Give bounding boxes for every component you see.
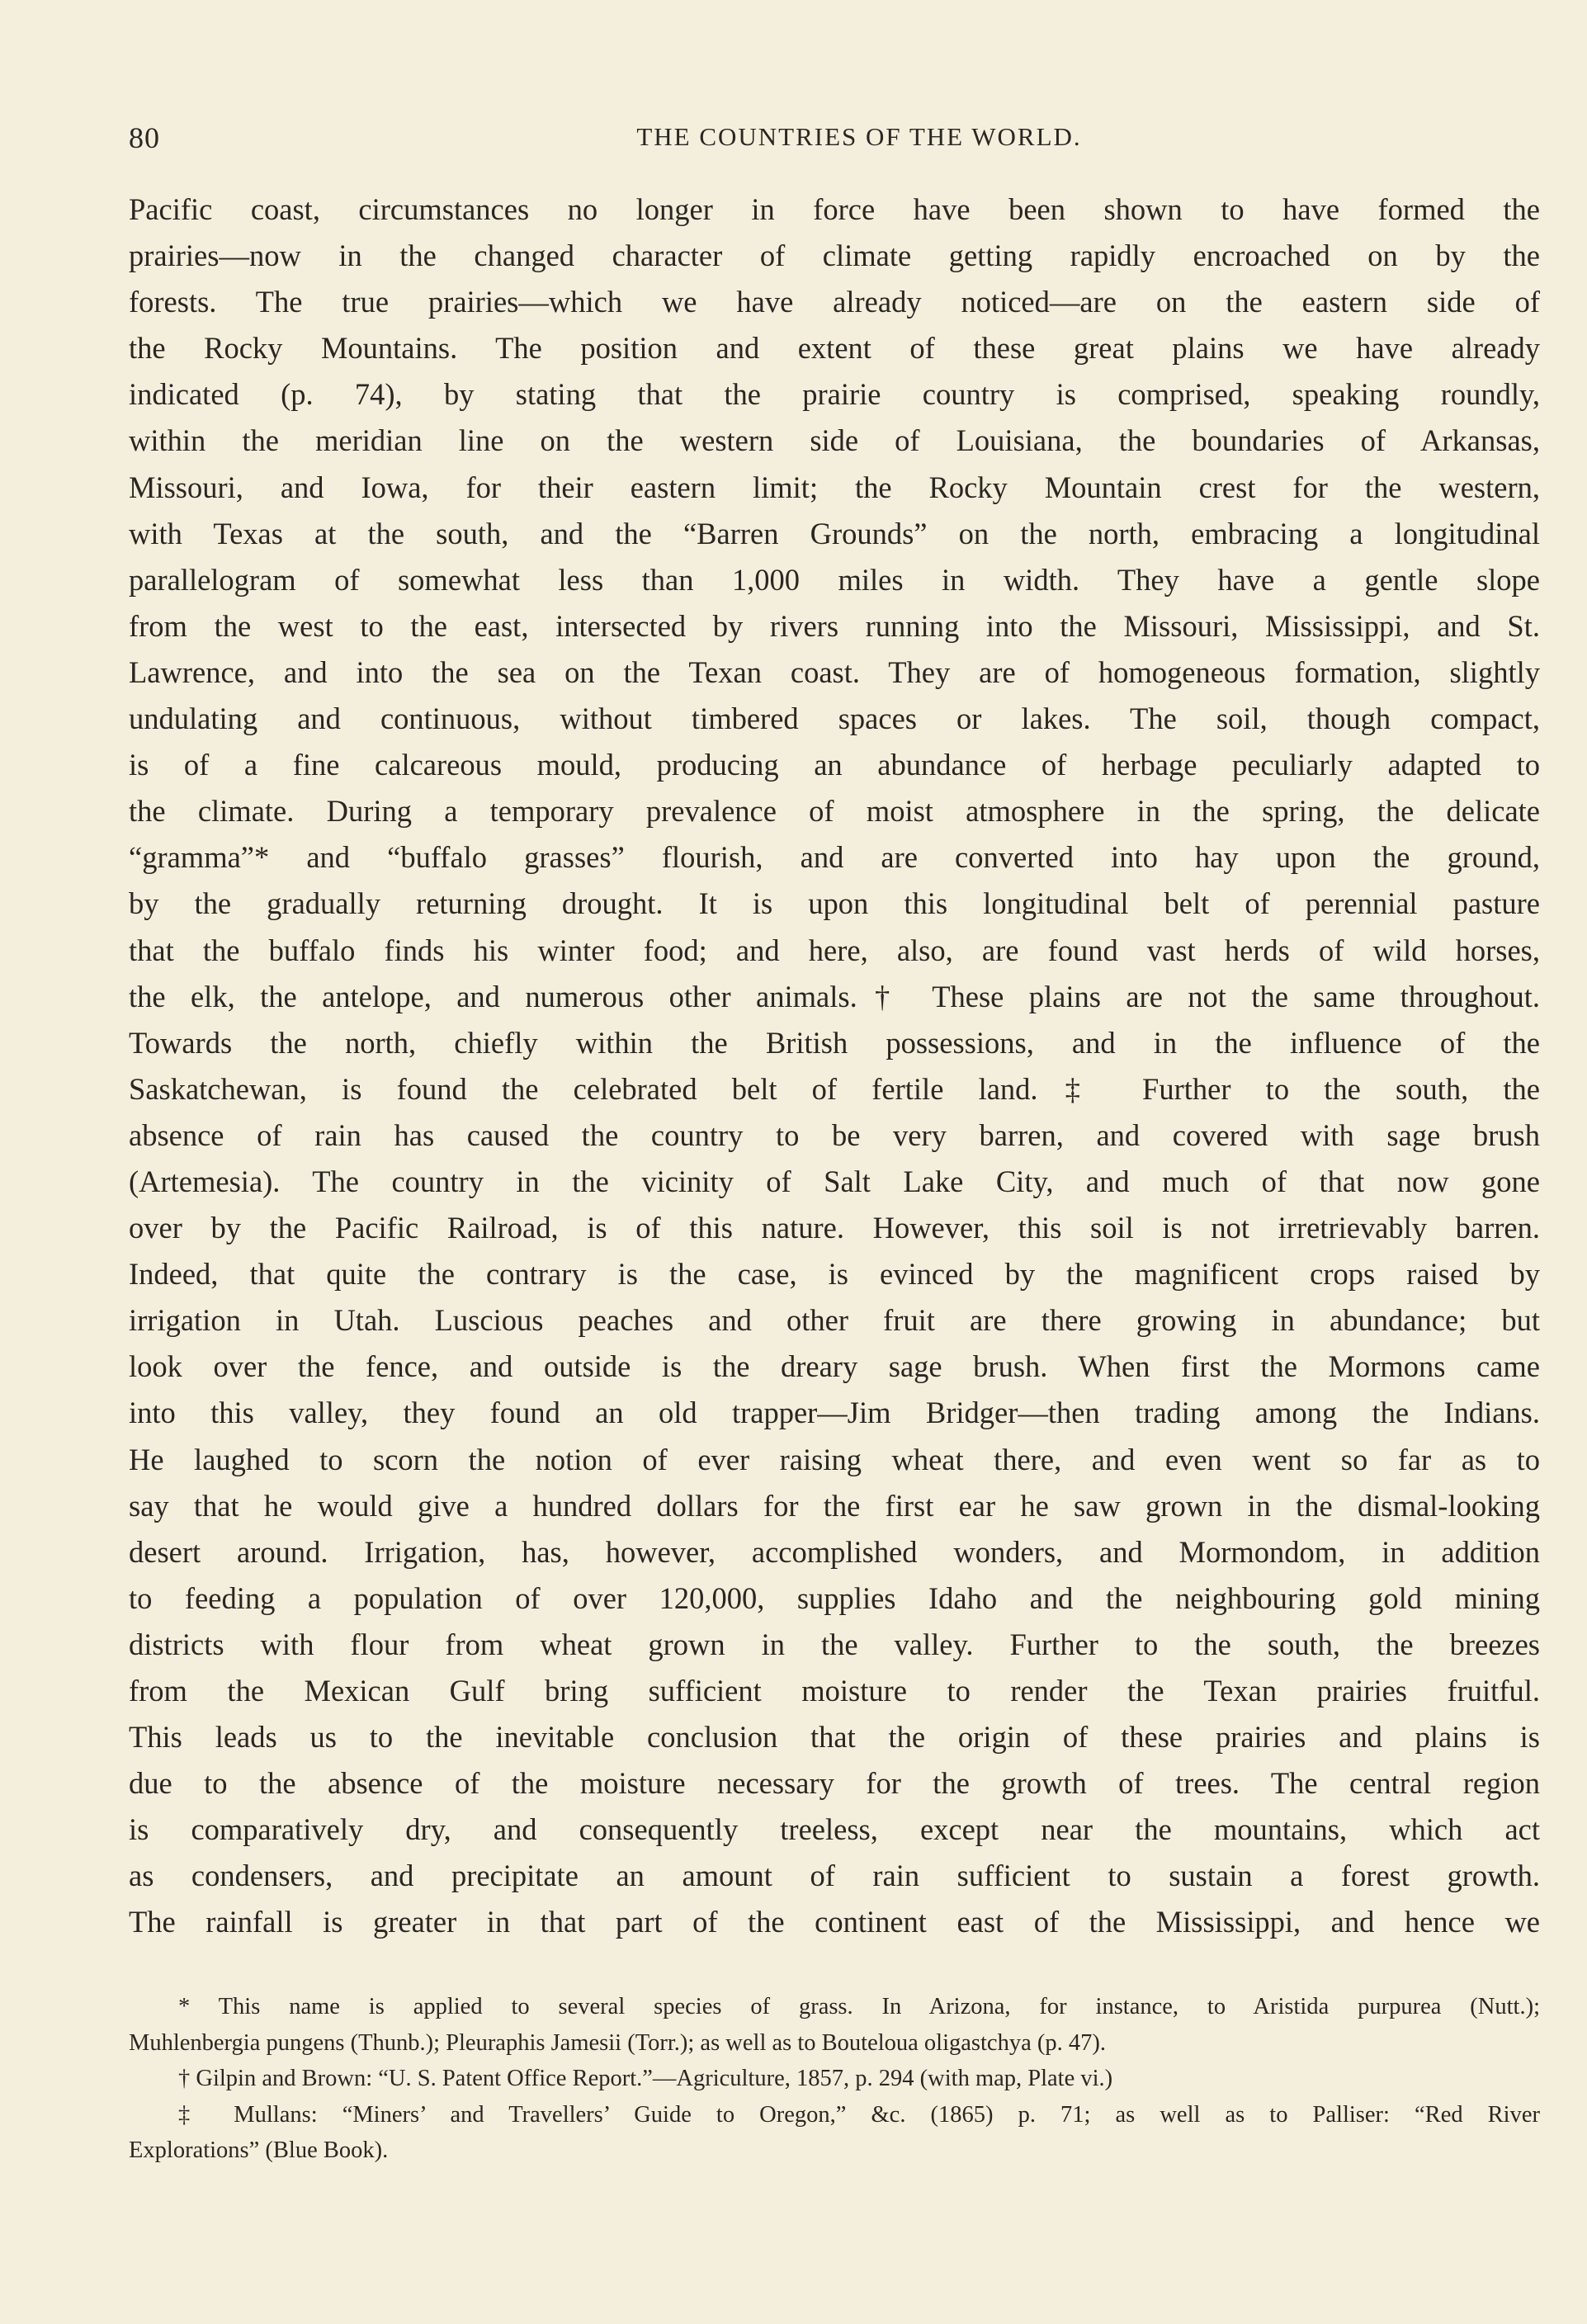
body-line: from the west to the east, intersected by rivers running into the Missouri, Mississippi, and St. — [129, 608, 1540, 643]
body-line: Lawrence, and into the sea on the Texan coast. They are of homogeneous formation, slightly — [129, 654, 1540, 689]
footnote-line: Muhlenbergia pungens (Thunb.); Pleuraphis Jamesii (Torr.); as well as to Bouteloua oligastchya (p. 47). — [129, 2029, 1106, 2056]
body-line: by the gradually returning drought. It is upon this longitudinal belt of perennial pasture — [129, 886, 1540, 921]
page-number: 80 — [129, 121, 160, 154]
body-line: within the meridian line on the western side of Louisiana, the boundaries of Arkansas, — [129, 423, 1540, 458]
body-line: districts with flour from wheat grown in the valley. Further to the south, the breezes — [129, 1627, 1540, 1661]
page-header — [129, 120, 1540, 162]
footnote-line: * This name is applied to several species of grass. In Arizona, for instance, to Aristida purpurea (Nutt.); — [178, 1994, 1540, 2019]
body-line: Indeed, that quite the contrary is the case, is evinced by the magnificent crops raised by — [129, 1257, 1540, 1292]
body-line: forests. The true prairies—which we have already noticed—are on the eastern side of — [129, 285, 1540, 319]
body-line: with Texas at the south, and the “Barren Grounds” on the north, embracing a longitudinal — [129, 516, 1540, 550]
body-line: from the Mexican Gulf bring sufficient moisture to render the Texan prairies fruitful. — [129, 1674, 1540, 1708]
body-line: He laughed to scorn the notion of ever raising wheat there, and even went so far as to — [129, 1442, 1540, 1476]
body-line: say that he would give a hundred dollars for the first ear he saw grown in the dismal-looking — [129, 1488, 1540, 1523]
body-line: This leads us to the inevitable conclusion that the origin of these prairies and plains is — [129, 1720, 1540, 1755]
body-text — [129, 187, 1540, 1946]
body-line: absence of rain has caused the country to be very barren, and covered with sage brush — [129, 1117, 1540, 1152]
body-line: the elk, the antelope, and numerous other animals.† These plains are not the same throughout. — [129, 979, 1540, 1013]
footnote-line: ‡ Mullans: “Miners’ and Travellers’ Guide to Oregon,” &c. (1865) p. 71; as well as to Palliser: “Red River — [178, 2101, 1540, 2128]
body-line: undulating and continuous, without timbered spaces or lakes. The soil, though compact, — [129, 701, 1540, 736]
footnotes — [129, 1989, 1540, 2169]
body-line: Towards the north, chiefly within the British possessions, and in the influence of the — [129, 1025, 1540, 1060]
body-line: (Artemesia). The country in the vicinity of Salt Lake City, and much of that now gone — [129, 1164, 1540, 1198]
body-line: irrigation in Utah. Luscious peaches and other fruit are there growing in abundance; but — [129, 1303, 1540, 1338]
footnote-line: Explorations” (Blue Book). — [129, 2137, 389, 2163]
body-line: “gramma”* and “buffalo grasses” flourish, and are converted into hay upon the ground, — [129, 840, 1540, 875]
body-line: Missouri, and Iowa, for their eastern limit; the Rocky Mountain crest for the western, — [129, 470, 1540, 504]
body-line: is comparatively dry, and consequently treeless, except near the mountains, which act — [129, 1812, 1540, 1847]
body-line: to feeding a population of over 120,000, supplies Idaho and the neighbouring gold mining — [129, 1580, 1540, 1615]
body-line: due to the absence of the moisture necessary for the growth of trees. The central region — [129, 1766, 1540, 1801]
body-line: prairies—now in the changed character of climate getting rapidly encroached on by the — [129, 239, 1540, 273]
running-title: THE COUNTRIES OF THE WORLD. — [636, 122, 1082, 151]
body-line: desert around. Irrigation, has, however, accomplished wonders, and Mormondom, in addition — [129, 1534, 1540, 1569]
body-line: over by the Pacific Railroad, is of this nature. However, this soil is not irretrievably barren. — [129, 1211, 1540, 1245]
body-line: that the buffalo finds his winter food; and here, also, are found vast herds of wild horses, — [129, 933, 1540, 967]
body-line: Saskatchewan, is found the celebrated belt of fertile land.‡ Further to the south, the — [129, 1071, 1540, 1106]
body-line: into this valley, they found an old trapper—Jim Bridger—then trading among the Indians. — [129, 1396, 1540, 1430]
body-line: The rainfall is greater in that part of the continent east of the Mississippi, and hence we — [129, 1905, 1540, 1939]
body-line: the Rocky Mountains. The position and extent of these great plains we have already — [129, 331, 1540, 366]
body-line: the climate. During a temporary prevalence of moist atmosphere in the spring, the delicate — [129, 794, 1540, 829]
body-line: is of a fine calcareous mould, producing an abundance of herbage peculiarly adapted to — [129, 748, 1540, 782]
body-line: as condensers, and precipitate an amount of rain sufficient to sustain a forest growth. — [129, 1859, 1540, 1893]
body-line: look over the fence, and outside is the dreary sage brush. When first the Mormons came — [129, 1349, 1540, 1384]
footnote-line: † Gilpin and Brown: “U. S. Patent Office Report.”—Agriculture, 1857, p. 294 (with map, Plate vi.) — [178, 2066, 1113, 2091]
body-line: parallelogram of somewhat less than 1,000 miles in width. They have a gentle slope — [129, 562, 1540, 597]
body-line: indicated (p. 74), by stating that the prairie country is comprised, speaking roundly, — [129, 377, 1540, 412]
body-line: Pacific coast, circumstances no longer in force have been shown to have formed the — [129, 192, 1540, 226]
